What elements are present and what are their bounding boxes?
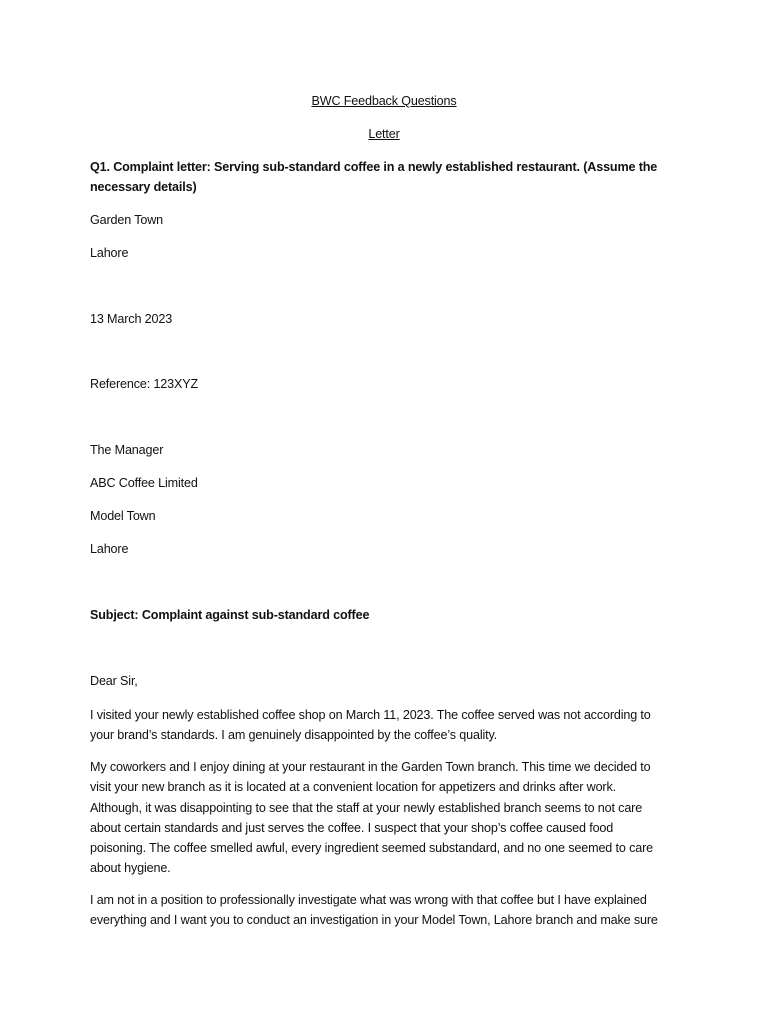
paragraph-line: about certain standards and just serves the coffee. I suspect that your shop’s coffee caused food [90, 820, 614, 835]
body-paragraph [90, 757, 682, 879]
letter-date: 13 March 2023 [90, 312, 173, 326]
document-title: BWC Feedback Questions [311, 94, 457, 108]
paragraph-line: I visited your newly established coffee shop on March 11, 2023. The coffee served was not according to [90, 708, 651, 722]
document-subtitle: Letter [368, 127, 400, 141]
body-paragraph [90, 705, 682, 746]
paragraph-line: your brand’s standards. I am genuinely disappointed by the coffee’s quality. [90, 728, 498, 743]
subject-line: Subject: Complaint against sub-standard coffee [90, 608, 370, 622]
sender-address-line: Garden Town [90, 213, 164, 227]
paragraph-line: Although, it was disappointing to see that the staff at your newly established branch seems to not care [90, 800, 643, 815]
salutation: Dear Sir, [90, 674, 138, 688]
body-paragraph [90, 890, 682, 931]
question-line-2: necessary details) [90, 180, 197, 194]
question-line-1: Q1. Complaint letter: Serving sub-standard coffee in a newly established restaurant. (Assume the [90, 160, 658, 174]
recipient-line: ABC Coffee Limited [90, 476, 198, 490]
paragraph-line: about hygiene. [90, 861, 171, 876]
paragraph-line: everything and I want you to conduct an investigation in your Model Town, Lahore branch and make sure [90, 913, 658, 928]
paragraph-line: visit your new branch as it is located at a convenient location for appetizers and drinks after work. [90, 780, 616, 795]
recipient-line: Model Town [90, 509, 156, 523]
paragraph-line: poisoning. The coffee smelled awful, every ingredient seemed substandard, and no one seemed to care [90, 841, 653, 856]
recipient-line: The Manager [90, 443, 164, 457]
recipient-line: Lahore [90, 542, 129, 556]
sender-address-line: Lahore [90, 246, 129, 260]
paragraph-line: My coworkers and I enjoy dining at your restaurant in the Garden Town branch. This time we decided to [90, 760, 651, 774]
paragraph-line: I am not in a position to professionally investigate what was wrong with that coffee but I have explained [90, 893, 647, 907]
reference-line: Reference: 123XYZ [90, 377, 199, 391]
